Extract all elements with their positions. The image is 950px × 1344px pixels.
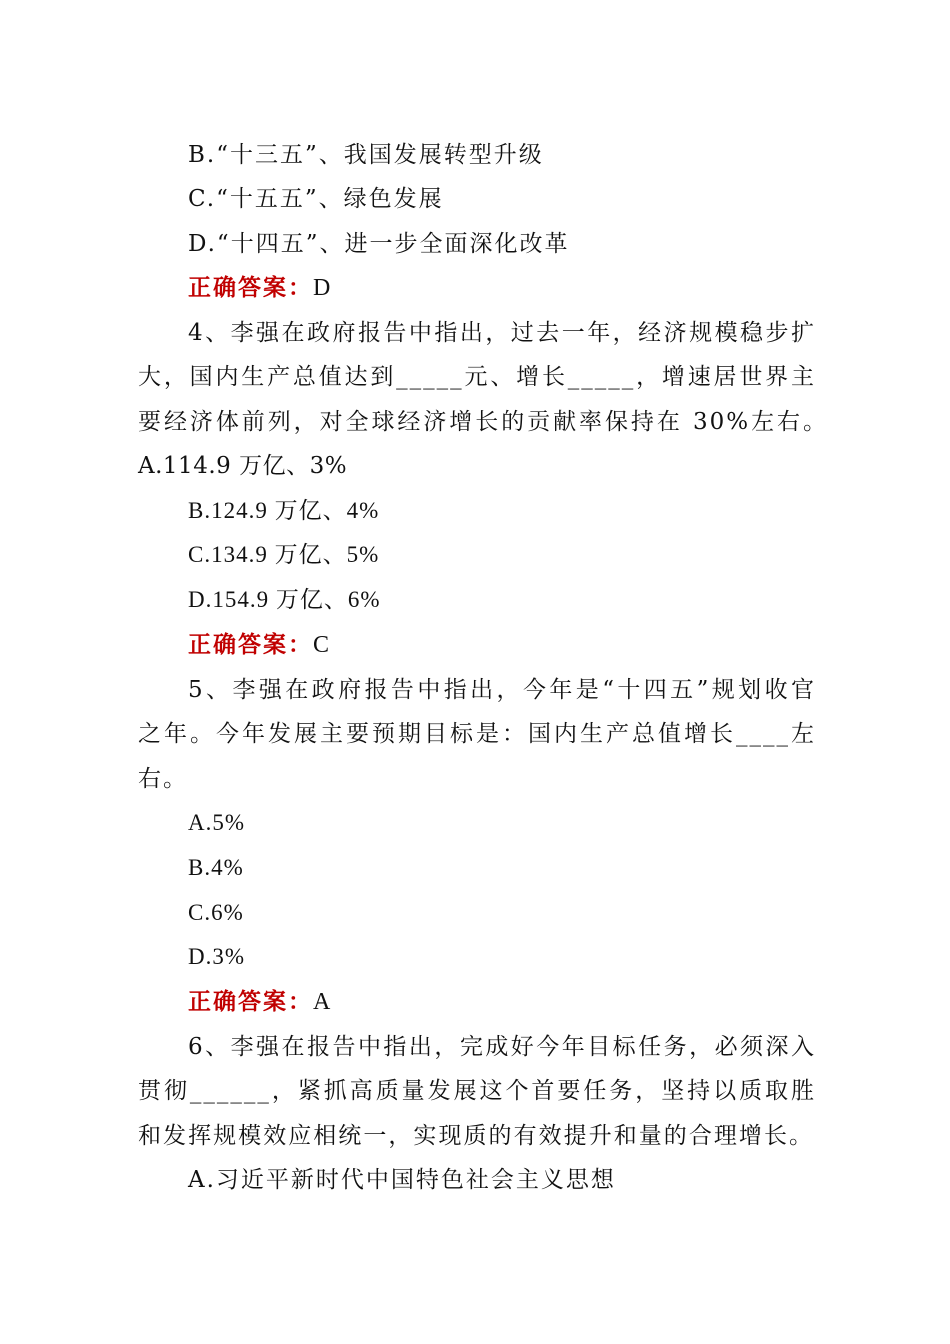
- q5-text-line-3: 右。: [138, 766, 188, 792]
- q4-option-d: D.154.9 万亿、6%: [188, 587, 381, 612]
- q5-option-b: B.4%: [188, 855, 244, 880]
- q5-option-c: C.6%: [188, 900, 244, 925]
- q6-option-a: A.习近平新时代中国特色社会主义思想: [188, 1167, 616, 1193]
- q4-text-line-3: 要经济体前列，对全球经济增长的贡献率保持在 30%左右。: [138, 409, 828, 435]
- q4-option-b: B.124.9 万亿、4%: [188, 498, 380, 523]
- q3-answer: [188, 273, 332, 303]
- answer-value: D: [313, 275, 333, 301]
- q3-option-d: D.“十四五”、进一步全面深化改革: [188, 231, 570, 257]
- q3-option-b: B.“十三五”、我国发展转型升级: [188, 142, 544, 168]
- q3-option-c: C.“十五五”、绿色发展: [188, 186, 444, 212]
- q6-text-line-1: 6、李强在报告中指出，完成好今年目标任务，必须深入: [188, 1034, 816, 1060]
- q4-answer: [188, 630, 331, 660]
- q4-text-line-1: 4、李强在政府报告中指出，过去一年，经济规模稳步扩: [188, 320, 816, 346]
- answer-value: C: [313, 632, 332, 658]
- q4-option-c: C.134.9 万亿、5%: [188, 542, 380, 567]
- q4-text-line-2: 大，国内生产总值达到_____元、增长_____，增速居世界主: [138, 364, 816, 390]
- q5-text-line-2: 之年。今年发展主要预期目标是：国内生产总值增长____左: [138, 721, 816, 747]
- q4-option-a: A.114.9 万亿、3%: [138, 453, 348, 479]
- q5-option-a: A.5%: [188, 810, 246, 835]
- q5-text-line-1: 5、李强在政府报告中指出，今年是“十四五”规划收官: [188, 677, 816, 703]
- q5-option-d: D.3%: [188, 944, 246, 969]
- q6-text-line-3: 和发挥规模效应相统一，实现质的有效提升和量的合理增长。: [138, 1123, 814, 1149]
- answer-value: A: [313, 989, 333, 1015]
- answer-label: 正确答案：: [188, 632, 313, 658]
- answer-label: 正确答案：: [188, 275, 313, 301]
- q5-answer: [188, 987, 332, 1017]
- answer-label: 正确答案：: [188, 989, 313, 1015]
- q6-text-line-2: 贯彻______，紧抓高质量发展这个首要任务，坚持以质取胜: [138, 1078, 816, 1104]
